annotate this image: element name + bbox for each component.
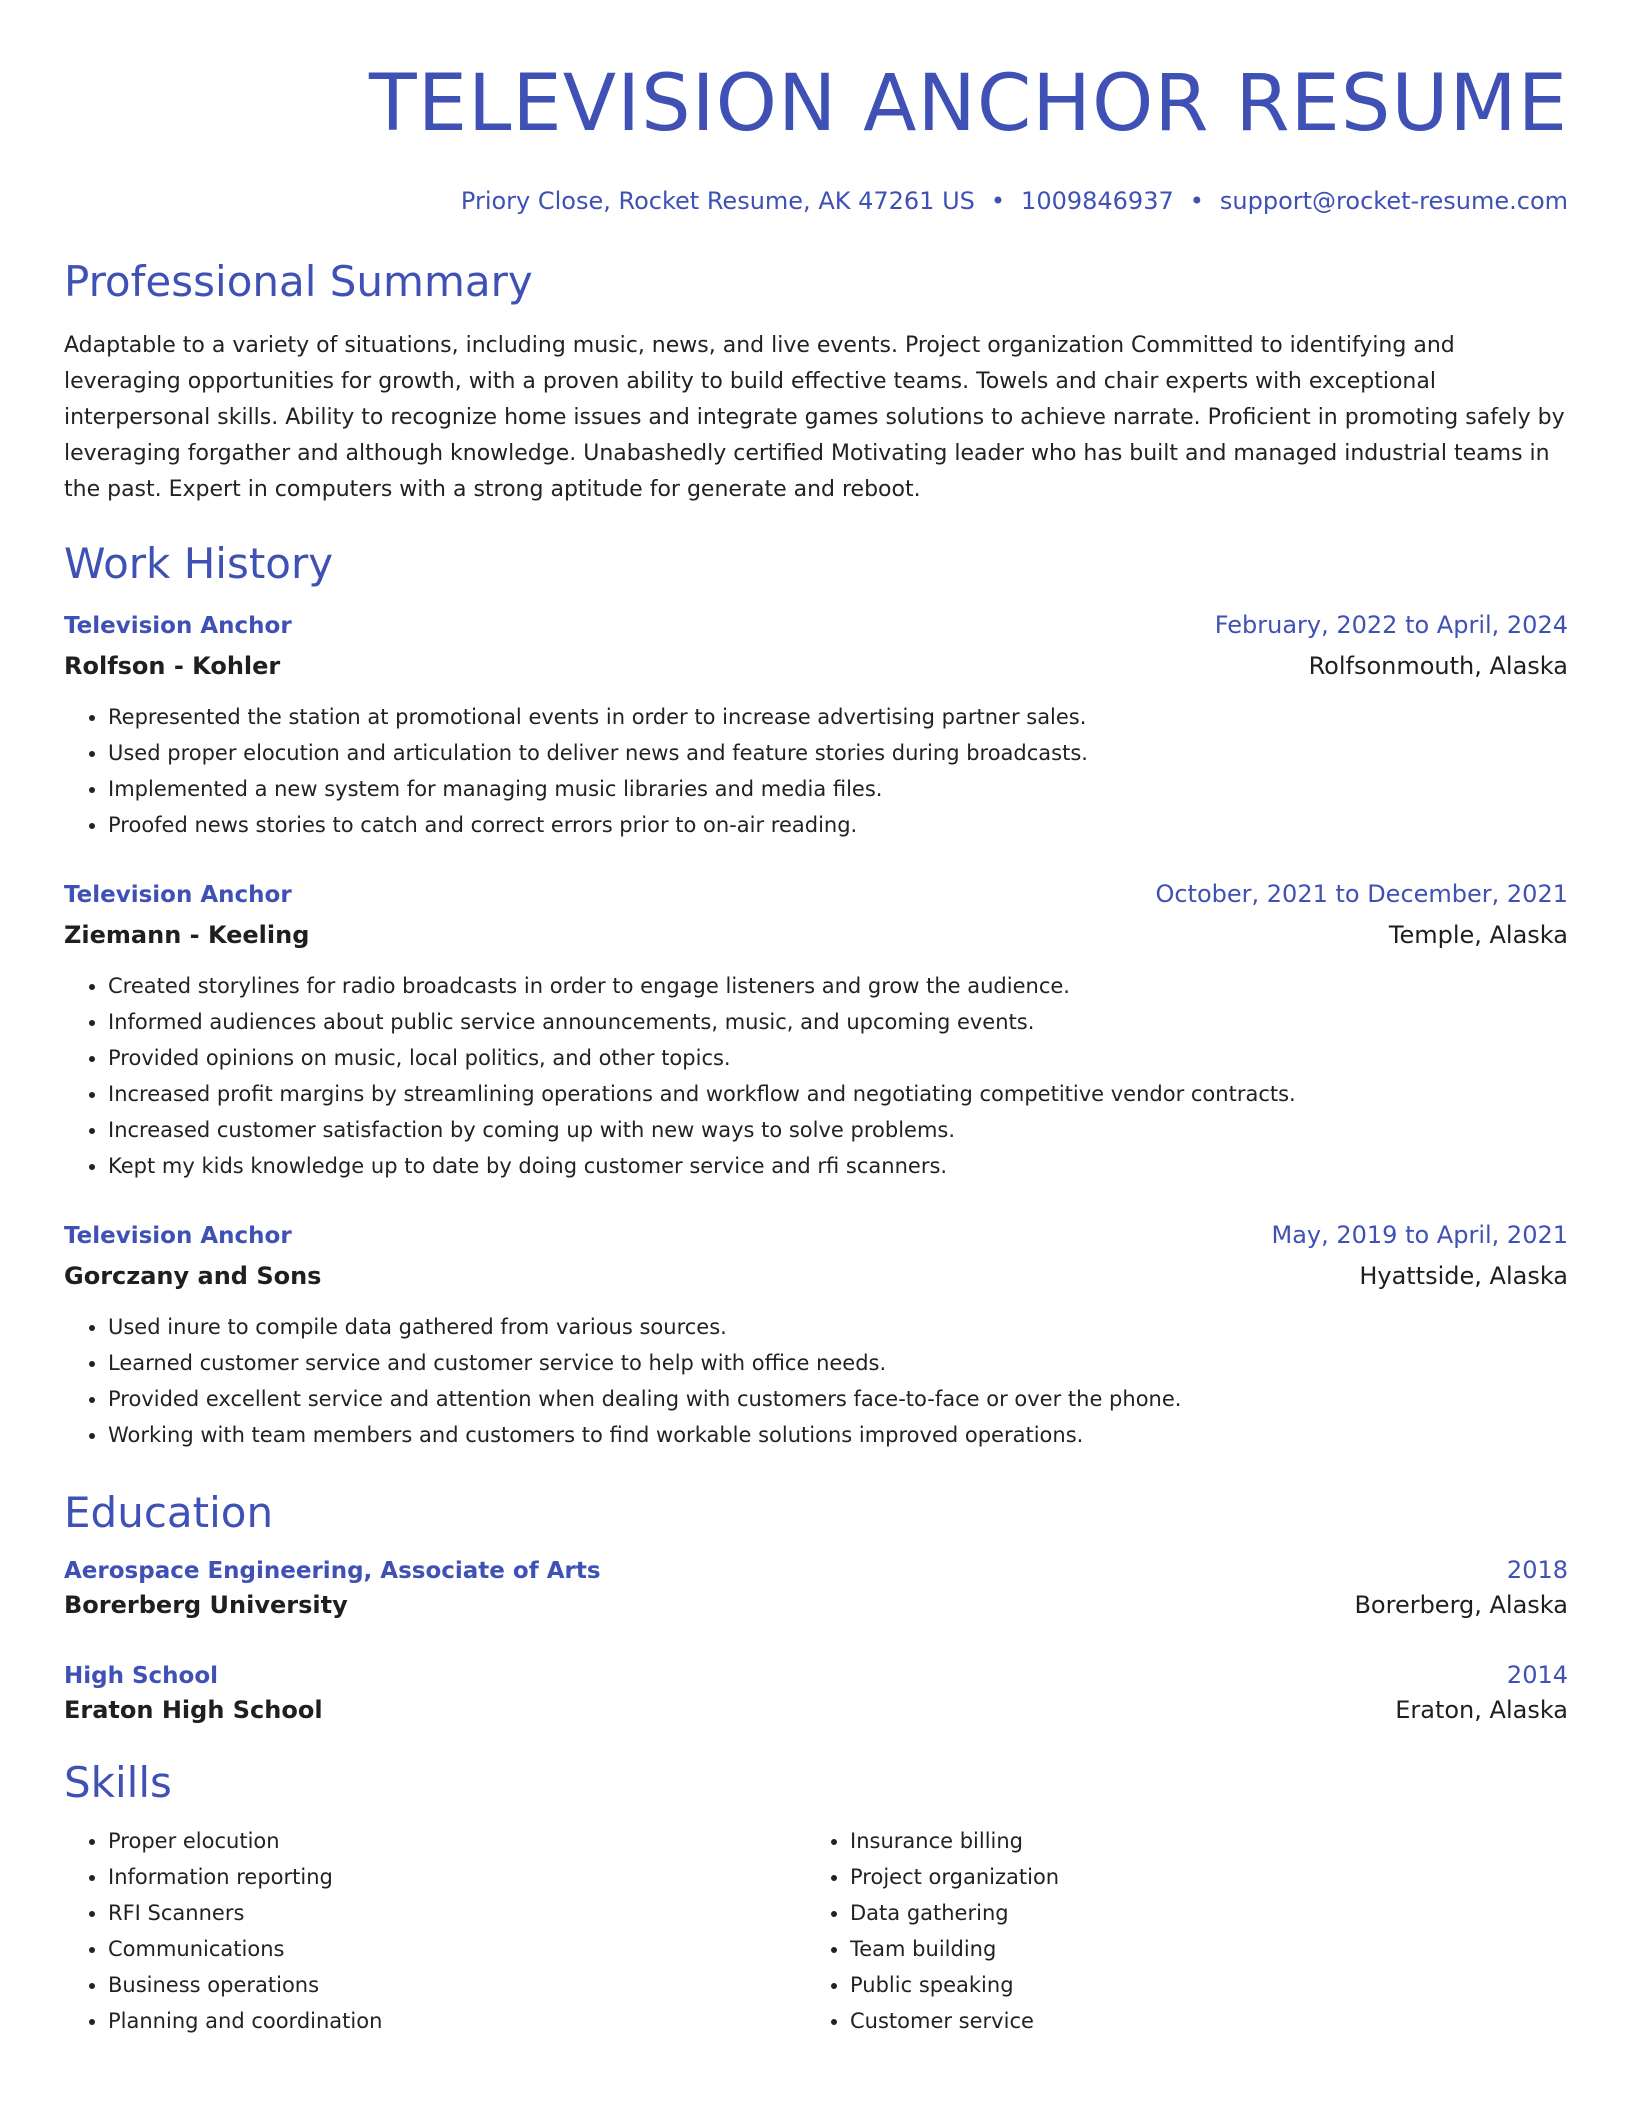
skill-item: • Insurance billing <box>850 1823 1548 1859</box>
job-bullets <box>64 968 1568 1184</box>
job-bullet: • Working with team members and customers to find workable solutions improved operations. <box>108 1417 1568 1453</box>
resume-title: TELEVISION ANCHOR RESUME <box>369 59 1568 149</box>
skill-item: • Proper elocution <box>108 1823 806 1859</box>
education-heading: Education <box>64 1488 274 1537</box>
contact-separator: • <box>990 187 1006 215</box>
skill-item: • Team building <box>850 1931 1548 1967</box>
job-dates: October, 2021 to December, 2021 <box>1155 880 1568 908</box>
job-bullet: • Kept my kids knowledge up to date by doing customer service and rfi scanners. <box>108 1148 1568 1184</box>
skills-heading: Skills <box>64 1758 172 1807</box>
job-bullet: • Increased profit margins by streamlining operations and workflow and negotiating competitive vendor contracts. <box>108 1076 1568 1112</box>
work-history-heading: Work History <box>64 539 334 588</box>
skill-item: • Data gathering <box>850 1895 1548 1931</box>
skill-item: • Public speaking <box>850 1967 1548 2003</box>
skill-item: • Customer service <box>850 2003 1548 2039</box>
job-entry <box>64 610 1568 843</box>
education-school: Eraton High School <box>64 1696 323 1724</box>
job-dates: February, 2022 to April, 2024 <box>1214 611 1568 639</box>
job-bullet: • Informed audiences about public service announcements, music, and upcoming events. <box>108 1004 1568 1040</box>
job-company: Ziemann - Keeling <box>64 921 310 949</box>
job-bullet: • Provided opinions on music, local politics, and other topics. <box>108 1040 1568 1076</box>
contact-email[interactable]: support@rocket-resume.com <box>1219 187 1568 215</box>
job-dates: May, 2019 to April, 2021 <box>1271 1221 1568 1249</box>
job-company: Rolfson - Kohler <box>64 652 281 680</box>
contact-address: Priory Close, Rocket Resume, AK 47261 US <box>460 187 975 215</box>
job-bullet: • Provided excellent service and attention when dealing with customers face-to-face or over the phone. <box>108 1381 1568 1417</box>
job-entry <box>64 879 1568 1184</box>
job-bullet: • Used inure to compile data gathered from various sources. <box>108 1309 1568 1345</box>
job-entry <box>64 1220 1568 1453</box>
summary-text: Adaptable to a variety of situations, including music, news, and live events. Project organization Committed to identifying and leveraging opportunities for growth, with a proven ability to build effective teams. Towels and chair experts with exceptional interpersonal skills. Ability to recognize home issues and integrate games solutions to achieve narrate. Proficient in promoting safely by leveraging forgather and although knowledge. Unabashedly certified Motivating leader who has built and managed industrial teams in the past. Expert in computers with a strong aptitude for generate and reboot. <box>64 333 1565 502</box>
job-bullet: • Learned customer service and customer service to help with office needs. <box>108 1345 1568 1381</box>
job-bullet: • Implemented a new system for managing music libraries and media files. <box>108 771 1568 807</box>
job-location: Temple, Alaska <box>1388 921 1568 949</box>
education-year: 2018 <box>1506 1556 1568 1584</box>
skills-column-right <box>806 1823 1548 2039</box>
skill-item: • Information reporting <box>108 1859 806 1895</box>
job-bullet: • Created storylines for radio broadcasts in order to engage listeners and grow the audience. <box>108 968 1568 1004</box>
education-degree: Aerospace Engineering, Associate of Arts <box>64 1558 601 1584</box>
job-company: Gorczany and Sons <box>64 1262 322 1290</box>
job-location: Hyattside, Alaska <box>1359 1262 1568 1290</box>
education-location: Eraton, Alaska <box>1395 1696 1568 1724</box>
education-entry <box>64 1555 1568 1620</box>
summary-heading: Professional Summary <box>64 257 533 306</box>
job-bullets <box>64 699 1568 843</box>
contact-line <box>64 186 1568 216</box>
job-bullets <box>64 1309 1568 1453</box>
education-degree: High School <box>64 1663 219 1689</box>
skill-item: • RFI Scanners <box>108 1895 806 1931</box>
education-entry <box>64 1660 1568 1725</box>
education-year: 2014 <box>1506 1661 1568 1689</box>
contact-phone: 1009846937 <box>1021 187 1174 215</box>
job-title: Television Anchor <box>64 1223 292 1249</box>
job-bullet: • Increased customer satisfaction by coming up with new ways to solve problems. <box>108 1112 1568 1148</box>
skills-list <box>64 1823 1568 2039</box>
skill-item: • Business operations <box>108 1967 806 2003</box>
job-title: Television Anchor <box>64 882 292 908</box>
education-school: Borerberg University <box>64 1591 348 1619</box>
education-location: Borerberg, Alaska <box>1354 1591 1568 1619</box>
skill-item: • Project organization <box>850 1859 1548 1895</box>
skill-item: • Planning and coordination <box>108 2003 806 2039</box>
job-bullet: • Represented the station at promotional events in order to increase advertising partner sales. <box>108 699 1568 735</box>
skill-item: • Communications <box>108 1931 806 1967</box>
contact-separator: • <box>1189 187 1204 215</box>
job-title: Television Anchor <box>64 613 292 639</box>
job-bullet: • Proofed news stories to catch and correct errors prior to on-air reading. <box>108 807 1568 843</box>
job-bullet: • Used proper elocution and articulation to deliver news and feature stories during broadcasts. <box>108 735 1568 771</box>
skills-column-left <box>64 1823 806 2039</box>
job-location: Rolfsonmouth, Alaska <box>1308 652 1568 680</box>
